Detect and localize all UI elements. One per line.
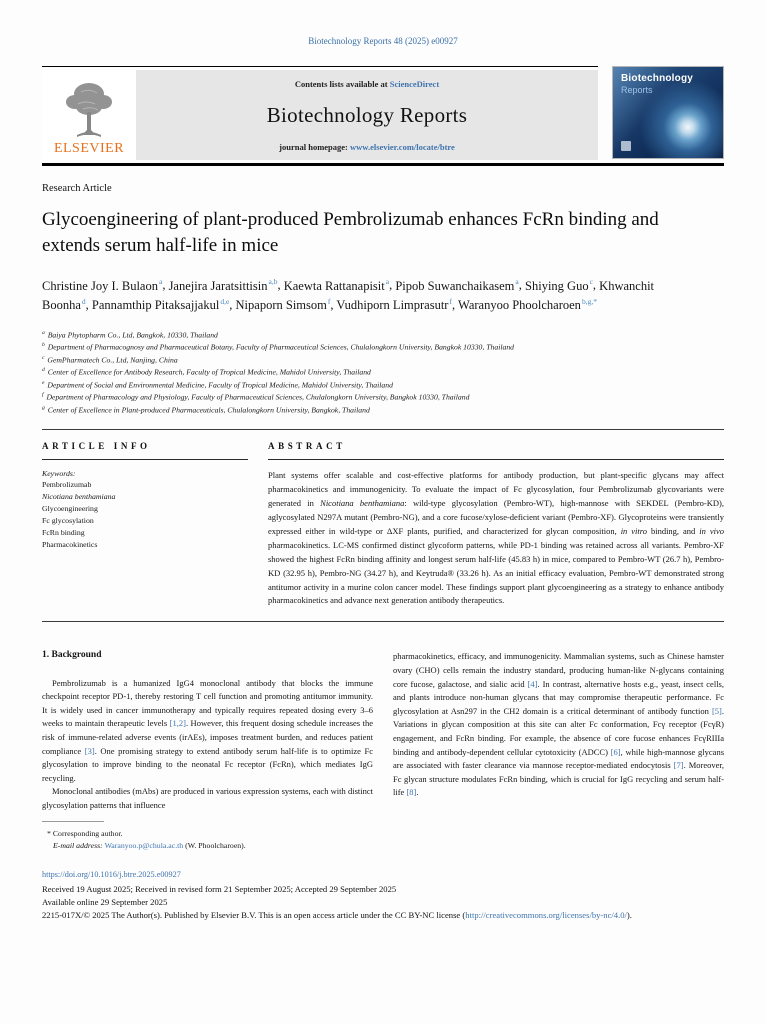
license-link[interactable]: http://creativecommons.org/licenses/by-nc/4.0/ [465,910,627,921]
citation-ref[interactable]: [6] [610,746,621,757]
affiliation: $^c$ GemPharmatech Co., Ltd, Nanjing, China [42,354,178,365]
body-paragraph: Pembrolizumab is a humanized IgG4 monoclonal antibody that blocks the immune checkpoint receptor PD-1, thereby restoring T cell function and promoting antitumor immunity. It is widely used in cancer immunotherapy and typically requires repeated dosing every 3–6 weeks to maintain therapeutic levels [1,2]. However, this frequent dosing schedule increases the risk of immune-related adverse events (irAEs), imposes treatment burden, and reduces patient compliance [3]. One promising strategy to extend antibody serum half-life is to optimize Fc glycosylation to improve binding to the neonatal Fc receptor (FcRn), which mediates IgG recycling. [42,677,373,783]
journal-title: Biotechnology Reports [266,103,468,127]
author-name: Christine Joy I. Bulaon$^a$ [42,277,163,293]
affiliation: $^a$ Baiya Phytopharm Co., Ltd, Bangkok, 10330, Thailand [42,329,218,340]
license-prefix: 2215-017X/© 2025 The Author(s). Published by Elsevier B.V. This is an open access article under the CC BY-NC license ( [42,910,466,921]
masthead-main [42,66,598,160]
affiliation: $^d$ Center of Excellence for Antibody Research, Faculty of Tropical Medicine, Mahidol University, Thailand [42,367,371,377]
journal-cover-thumbnail [612,66,724,159]
author-name: Waranyoo Phoolcharoen$^{b,g,*}$ [458,296,597,313]
affiliation: $^b$ Department of Pharmacognosy and Pharmaceutical Botany, Faculty of Pharmaceutical Sciences, Chulalongkorn University, Bangkok 10330, Thailand [42,342,515,352]
section-divider-rule [42,429,724,430]
author-name: Vudhiporn Limprasutr$^f$ [336,296,452,313]
masthead-center [136,70,598,160]
article-body [42,648,724,812]
author-name: Pipob Suwanchaikasem$^a$ [395,277,519,293]
article-title: Glycoengineering of plant-produced Pembrolizumab enhances FcRn binding and extends serum half-life in mice [42,209,659,257]
cover-title-line1: Biotechnology [621,73,694,84]
masthead-bottom-rule [42,163,724,166]
footnote-block [42,821,372,852]
available-online-line: Available online 29 September 2025 [42,896,168,907]
doi-link[interactable]: https://doi.org/10.1016/j.btre.2025.e00927 [42,869,181,879]
contents-prefix: Contents lists available at [294,79,390,89]
homepage-prefix: journal homepage: [279,142,351,152]
footnote-rule [42,821,104,822]
keyword: Nicotiana benthamiana [42,492,116,502]
masthead [42,66,724,160]
author-name: Kaewta Rattanapisit$^a$ [283,277,390,293]
citation-ref[interactable]: [3] [84,745,95,756]
corresponding-author-note: * Corresponding author. [47,828,123,838]
homepage-line [144,142,590,152]
journal-homepage-link[interactable]: www.elsevier.com/locate/btre [350,142,455,152]
email-suffix: (W. Phoolcharoen). [183,840,246,850]
elsevier-tree-icon [61,80,117,140]
body-right-column [393,648,724,812]
abstract-column [268,441,724,608]
author-name: Nipaporn Simsom$^f$ [235,296,331,313]
cover-title-line2: Reports [621,85,653,95]
keywords-label: Keywords: [42,469,76,478]
author-list: Christine Joy I. Bulaon$^a$, Janejira Jaratsittisin$^{a,b}$, Kaewta Rattanapisit$^a$, Pipob Suwanchaikasem$^a$, Shiying Guo$^c$, Khwanchit Boonha$^d$, Pannamthip Pitaksajjakul$^{d,e}$, Nipaporn Simsom$^f$, Vudhiporn Limprasutr$^f$, Waranyoo Phoolcharoen$^{b,g,*}$ [42,277,655,313]
article-info-heading: ARTICLE INFO [42,441,248,460]
author-name: Khwanchit Boonha$^d$ [42,278,655,313]
affiliation: $^e$ Department of Social and Environmental Medicine, Faculty of Tropical Medicine, Mahidol University, Thailand [42,379,393,390]
affiliation: $^f$ Department of Pharmacology and Physiology, Faculty of Pharmaceutical Sciences, Chulalongkorn University, Bangkok 10330, Thailand [42,392,470,402]
keyword: Glycoengineering [42,504,98,514]
author-name: Janejira Jaratsittisin$^{a,b}$ [168,277,278,293]
keyword: FcRn binding [42,528,85,538]
cover-publisher-mark-icon [621,141,631,151]
elsevier-wordmark: ELSEVIER [53,141,125,156]
sciencedirect-link[interactable]: ScienceDirect [389,79,440,89]
email-link[interactable]: Waranyoo.p@chula.ac.th [104,840,184,850]
article-type-label: Research Article [42,183,112,194]
abstract-heading: ABSTRACT [268,441,724,460]
abstract-bottom-rule [42,621,724,622]
body-paragraph: Monoclonal antibodies (mAbs) are produced in various expression systems, each with distinct glycosylation patterns that influence [42,786,373,810]
section-heading-background: 1. Background [42,650,102,661]
body-left-column [42,648,373,812]
affiliation-list [42,329,724,417]
license-line [42,909,724,922]
citation-ref[interactable]: [4] [527,678,538,689]
keyword: Pharmacokinetics [42,540,98,550]
contents-line [144,79,590,89]
cover-title [621,73,693,95]
article-footer [42,870,724,923]
license-suffix: ). [626,910,632,921]
abstract-text: Plant systems offer scalable and cost-effective platforms for antibody production, but plant-specific glycans may affect pharmacokinetics and immunogenicity. To evaluate the impact of Fc glycosylation, four Pembrolizumab glycovariants were generated in Nicotiana benthamiana: wild-type glycosylation (Pembro-WT), high-mannose with SEKDEL (Pembro-KD), aglycosylated N297A mutant (Pembro-NG), and a core fucose/xylose-deficient variant (Pembro-XF). Glycoproteins were transiently expressed either in wild-type or ΔXF plants, purified, and characterized for glycan composition, in vitro binding, and in vivo pharmacokinetics. LC-MS confirmed distinct glycoform patterns, while PD-1 binding was retained across all variants. Pembro-XF showed the highest FcRn binding affinity and longest serum half-life (45.83 h) in mice, compared to Pembro-WT (26.7 h), Pembro-KD (32.95 h), Pembro-NG (34.27 h), and Keytruda® (33.26 h). As an initial efficacy evaluation, Pembro-WT demonstrated strong antitumor activity in a murine colon cancer model. These findings support plant glycoengineering as a strategy to enhance antibody pharmacokinetics and advance next generation antibody therapeutics. [268,470,724,606]
body-paragraph: pharmacokinetics, efficacy, and immunogenicity. Mammalian systems, such as Chinese hamster ovary (CHO) cells remain the industry standard, producing human-like N-glycans containing core fucose, galactose, and sialic acid [4]. In contrast, alternative hosts e.g., yeast, insect cells, and plants introduce non-human glycans that may compromise therapeutic performance. Fc glycosylation at Asn297 in the CH2 domain is a critical determinant of antibody function [5]. Variations in glycan composition at this site can alter Fc conformation, Fcγ receptor (FcγR) engagement, and FcRn binding. For example, the absence of core fucose enhances FcγRIIIa binding and antibody-dependent cellular cytotoxicity (ADCC) [6], while high-mannose glycans are associated with faster clearance via mannose receptor-mediated endocytosis [7]. Moreover, Fc glycan structure modulates FcRn binding, which is crucial for IgG recycling and serum half-life [8]. [393,651,724,798]
keyword-list [42,479,248,551]
keyword: Fc glycosylation [42,516,94,526]
email-label: E-mail address: [53,840,103,850]
doi-line [42,870,724,879]
citation-ref[interactable]: [8] [406,787,417,798]
affiliation: $^g$ Center of Excellence in Plant-produced Pharmaceuticals, Chulalongkorn University, Bangkok, Thailand [42,404,370,415]
article-info-column [42,441,248,608]
elsevier-logo [42,70,136,160]
email-line [42,840,372,852]
article-info-abstract-section [42,441,724,608]
received-dates-line: Received 19 August 2025; Received in revised form 21 September 2025; Accepted 29 September 2025 [42,883,397,894]
author-name: Shiying Guo$^c$ [525,277,593,293]
citation-ref[interactable]: [7] [673,760,684,771]
keyword: Pembrolizumab [42,480,92,489]
citation-ref[interactable]: [1,2] [169,718,186,729]
author-name: Pannamthip Pitaksajjakul$^{d,e}$ [91,296,230,313]
journal-reference: Biotechnology Reports 48 (2025) e00927 [308,36,458,46]
citation-ref[interactable]: [5] [711,705,722,716]
